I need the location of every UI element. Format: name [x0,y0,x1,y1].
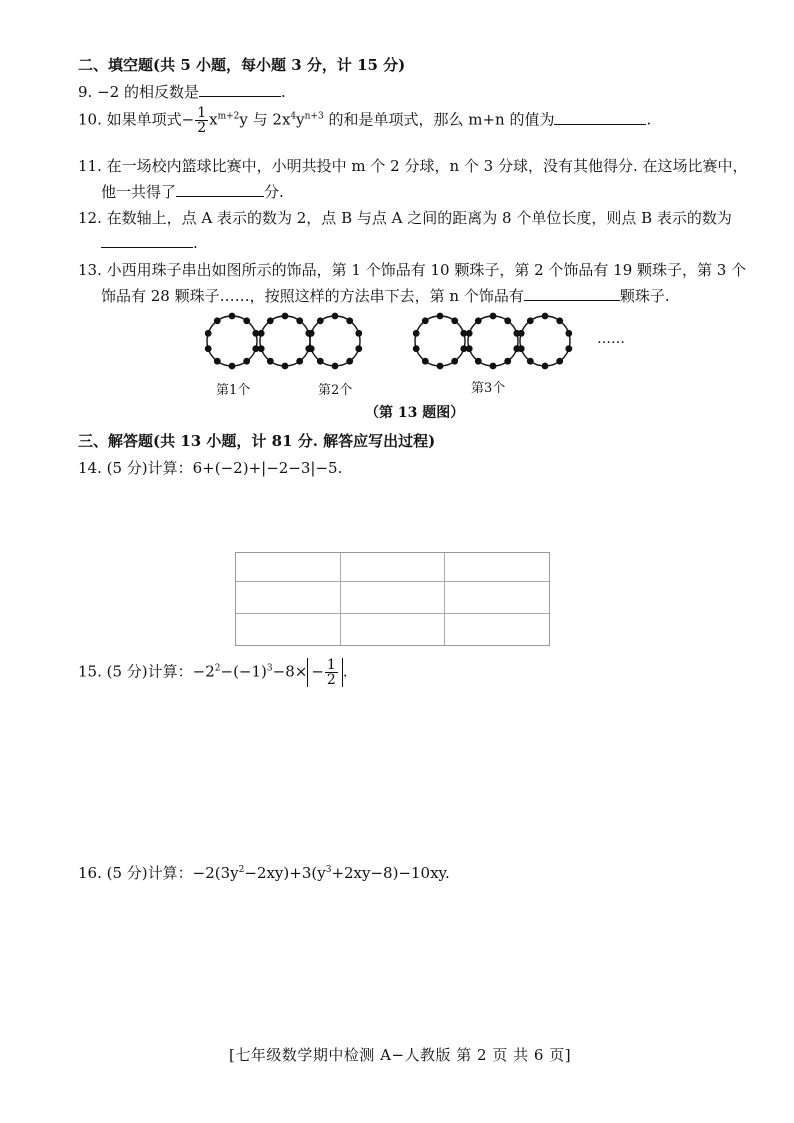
bead [317,358,324,365]
bead [422,317,429,324]
score-table [235,552,550,646]
bead-ring [310,316,360,366]
answer-blank-9[interactable] [199,82,281,97]
question-11-line-2-text: 他一共得了 [101,183,177,201]
bead [518,345,525,352]
bead [466,330,473,337]
question-15-mid: −(−1) [220,662,267,681]
figure-label-1: 第1个 [216,383,251,398]
bead-ring [415,316,465,366]
bead [565,330,572,337]
bead [205,330,212,337]
bead-necklace-figure [195,305,645,385]
bead [542,313,549,320]
bead [475,317,482,324]
bead [527,358,534,365]
bead [229,363,236,370]
question-13-line-1: 13. 小西用珠子串出如图所示的饰品，第 1 个饰品有 10 颗珠子，第 2 个饰品有 19 颗珠子，第 3 个 [78,261,747,279]
question-15-text: 15. (5 分)计算：−2 [78,662,215,681]
bead-ring [207,316,257,366]
question-11-line-1: 11. 在一场校内篮球比赛中，小明共投中 m 个 2 分球，n 个 3 分球，没有其他得分. 在这场比赛中， [78,157,748,175]
bead [413,330,420,337]
question-16-end: +2xy−8)−10xy. [331,864,450,882]
fraction-denominator: 2 [197,120,207,136]
question-12-line-2-end: . [193,234,198,252]
monomial-2-exponent-y: n+3 [304,111,324,122]
bead [296,358,303,365]
section-3-heading: 三、解答题(共 13 小题，计 81 分. 解答应写出过程) [78,432,436,450]
question-12-line-2 [101,233,198,252]
absolute-value-sign: − [311,662,324,681]
figure-caption: （第 13 题图） [365,405,465,421]
fraction-one-half [195,106,208,135]
bead [466,345,473,352]
bead [229,313,236,320]
question-11-line-2-end: 分. [264,183,284,201]
question-10-text: 10. 如果单项式− [78,110,195,129]
bead-ring [260,316,310,366]
question-16-exp-1: 2 [238,865,245,875]
bead [565,345,572,352]
bead [282,363,289,370]
question-13-line-2-text: 饰品有 28 颗珠子……，按照这样的方法串下去，第 n 个饰品有 [101,287,524,305]
figure-label-3: 第3个 [471,381,506,396]
bead [355,330,362,337]
bead [451,358,458,365]
bead [556,358,563,365]
bead [243,358,250,365]
bead [332,313,339,320]
bead [346,317,353,324]
bead [355,345,362,352]
bead [267,358,274,365]
bead [504,317,511,324]
figure-label-2: 第2个 [318,383,353,398]
bead [214,358,221,365]
bead [296,317,303,324]
question-15-mid-2: −8× [272,662,308,681]
bead [504,358,511,365]
monomial-1-tail: y 与 2x [239,110,291,129]
bead [437,313,444,320]
question-9-text: 9. −2 的相反数是 [78,83,199,101]
fraction-one-half-15 [325,658,338,687]
question-16-mid: −2xy)+3(y [244,864,326,882]
bead [332,363,339,370]
question-10-end: . [646,110,652,129]
bead [282,313,289,320]
bead [258,345,265,352]
monomial-2-exponent-x: 4 [290,111,297,122]
question-10 [78,106,651,135]
bead [346,358,353,365]
bead-rings [205,313,572,370]
question-15-end: . [342,662,348,681]
bead [308,330,315,337]
bead [451,317,458,324]
question-15-exp-1: 2 [214,663,221,674]
question-16-exp-2: 3 [325,865,332,875]
question-14: 14. (5 分)计算：6+(−2)+|−2−3|−5. [78,459,343,477]
question-9-end: . [280,83,286,101]
bead [556,317,563,324]
bead [258,330,265,337]
bead [308,345,315,352]
question-10-mid: 的和是单项式，那么 m+n 的值为 [323,110,555,129]
page-footer: [七年级数学期中检测 A−人教版 第 2 页 共 6 页] [229,1046,572,1064]
bead [490,313,497,320]
answer-blank-13[interactable] [524,286,620,301]
bead [518,330,525,337]
section-2-heading: 二、填空题(共 5 小题，每小题 3 分，计 15 分) [78,56,406,74]
question-12-line-1: 12. 在数轴上，点 A 表示的数为 2，点 B 与点 A 之间的距离为 8 个单位长度，则点 B 表示的数为 [78,209,732,227]
question-11-line-2 [101,181,284,202]
bead-ring [520,316,570,366]
bead [475,358,482,365]
monomial-1-exponent: m+2 [217,111,240,122]
question-16 [78,862,450,883]
question-13-line-2 [101,285,670,306]
bead [490,363,497,370]
monomial-1-var: x [209,110,218,129]
bead [413,345,420,352]
absolute-value [307,658,343,687]
answer-blank-11[interactable] [176,182,264,197]
bead [243,317,250,324]
bead [527,317,534,324]
bead-ring [468,316,518,366]
bead [437,363,444,370]
question-16-text: 16. (5 分)计算：−2(3y [78,864,239,882]
question-15-exp-2: 3 [266,663,273,674]
question-15 [78,658,348,687]
question-9 [78,81,286,102]
bead [317,317,324,324]
bead [214,317,221,324]
fraction-numerator-15: 1 [326,657,336,673]
question-13-line-2-end: 颗珠子. [619,287,670,305]
bead [542,363,549,370]
fraction-denominator-15: 2 [326,672,336,688]
fraction-numerator: 1 [197,105,207,121]
bead [422,358,429,365]
answer-blank-12[interactable] [101,233,193,248]
answer-blank-10[interactable] [554,110,646,125]
monomial-2-var: y [296,110,305,129]
bead [205,345,212,352]
bead [267,317,274,324]
ellipsis-text: …… [597,331,625,347]
